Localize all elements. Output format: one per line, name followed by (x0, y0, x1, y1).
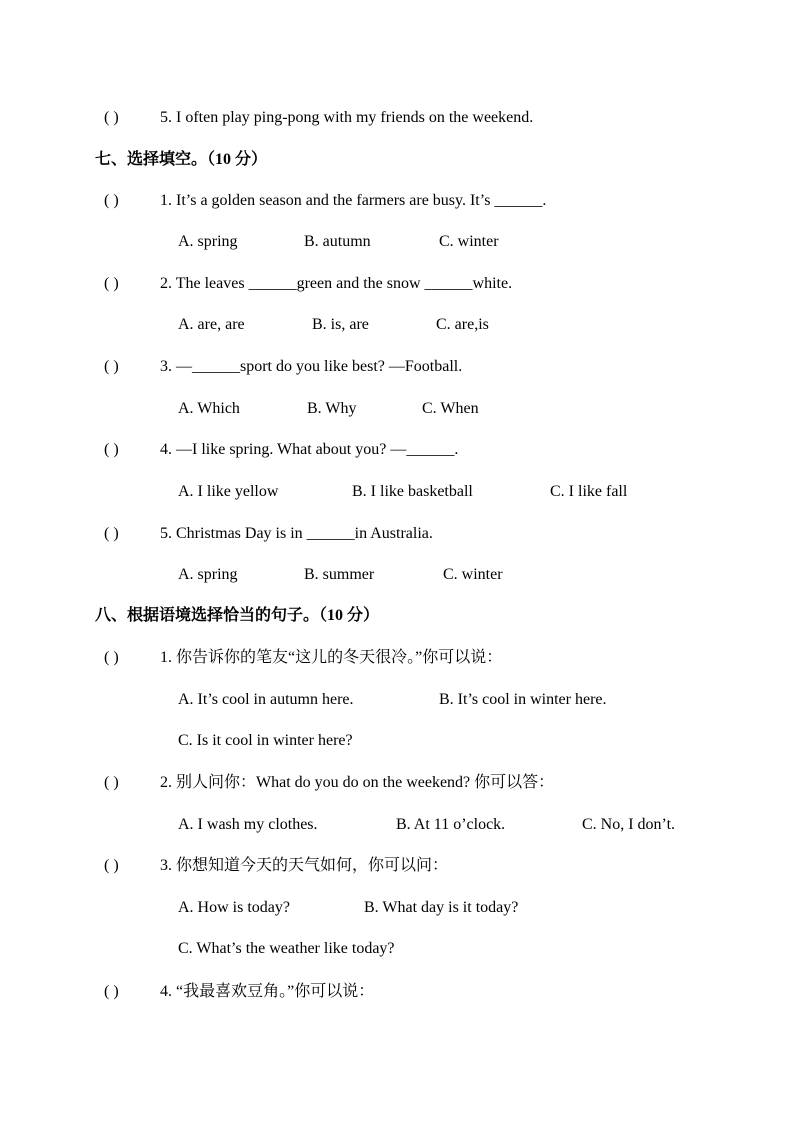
answer-paren: ( ) (104, 983, 119, 1000)
option-c: C. winter (443, 566, 503, 583)
answer-paren: ( ) (104, 774, 119, 791)
question-text: 2. 别人问你：What do you do on the weekend? 你可以答： (160, 774, 555, 791)
option-c: C. winter (439, 233, 499, 250)
option-c: C. are,is (436, 316, 489, 333)
question-text: 1. It’s a golden season and the farmers are busy. It’s ______. (160, 192, 547, 209)
option-a: A. I like yellow (178, 483, 279, 500)
question-text: 5. I often play ping-pong with my friends on the weekend. (160, 109, 534, 126)
option-b: B. summer (304, 566, 375, 583)
question-text: 2. The leaves ______green and the snow ______white. (160, 275, 513, 292)
question-text: 1. 你告诉你的笔友“这儿的冬天很冷。”你可以说： (160, 649, 503, 666)
answer-paren: ( ) (104, 192, 119, 209)
option-a: A. I wash my clothes. (178, 816, 318, 833)
option-b: B. Why (307, 400, 357, 417)
option-c: C. I like fall (550, 483, 628, 500)
option-c: C. No, I don’t. (582, 816, 676, 833)
question-text: 5. Christmas Day is in ______in Australia. (160, 525, 433, 542)
answer-paren: ( ) (104, 857, 119, 874)
option-b: B. autumn (304, 233, 371, 250)
option-c: C. What’s the weather like today? (178, 940, 395, 957)
question-text: 4. “我最喜欢豆角。”你可以说： (160, 983, 375, 1000)
option-a: A. It’s cool in autumn here. (178, 691, 354, 708)
option-a: A. spring (178, 566, 238, 583)
option-b: B. I like basketball (352, 483, 473, 500)
option-b: B. What day is it today? (364, 899, 519, 916)
answer-paren: ( ) (104, 649, 119, 666)
option-c: C. When (422, 400, 479, 417)
option-b: B. At 11 o’clock. (396, 816, 506, 833)
option-b: B. is, are (312, 316, 369, 333)
section-heading: 七、选择填空。（10 分） (95, 151, 268, 168)
option-a: A. How is today? (178, 899, 290, 916)
answer-paren: ( ) (104, 275, 119, 292)
option-a: A. Which (178, 400, 240, 417)
option-b: B. It’s cool in winter here. (439, 691, 607, 708)
section-heading: 八、根据语境选择恰当的句子。（10 分） (95, 607, 380, 624)
option-a: A. are, are (178, 316, 245, 333)
answer-paren: ( ) (104, 358, 119, 375)
option-c: C. Is it cool in winter here? (178, 732, 353, 749)
question-text: 3. 你想知道今天的天气如何，你可以问： (160, 857, 449, 874)
question-text: 3. —______sport do you like best? —Football. (160, 358, 463, 375)
answer-paren: ( ) (104, 441, 119, 458)
answer-paren: ( ) (104, 109, 119, 126)
question-text: 4. —I like spring. What about you? —______. (160, 441, 459, 458)
option-a: A. spring (178, 233, 238, 250)
answer-paren: ( ) (104, 525, 119, 542)
